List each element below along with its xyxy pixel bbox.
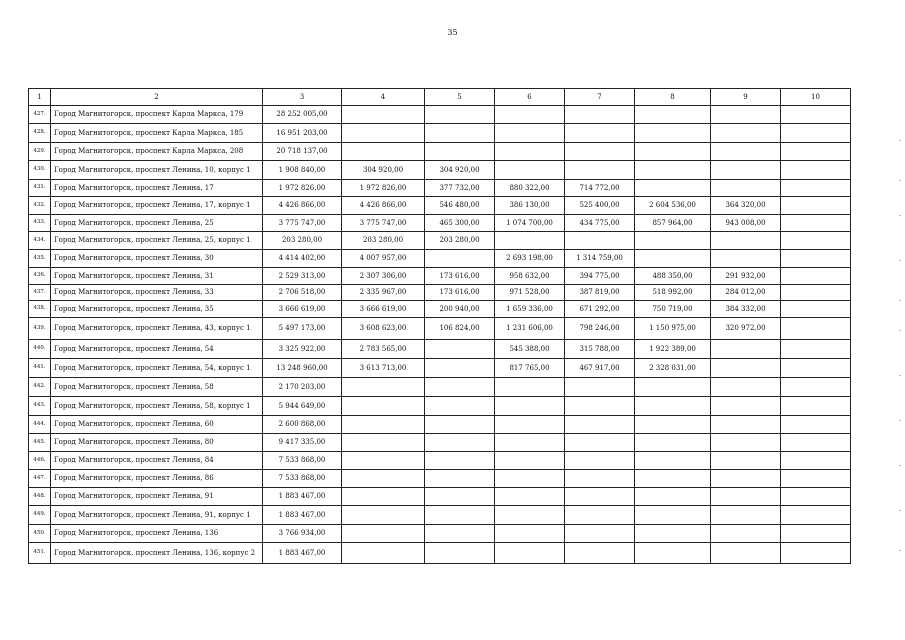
value-cell-8: [635, 143, 711, 161]
table-row: [29, 488, 851, 506]
value-cell-8: [635, 416, 711, 434]
row-number: 437.: [29, 285, 51, 301]
table-row: [29, 285, 851, 301]
table-row: [29, 232, 851, 250]
address-cell: Город Магнитогорск, проспект Ленина, 54: [51, 340, 263, 359]
value-cell-7: [565, 525, 635, 543]
value-cell-3: 3 325 922,00: [263, 340, 342, 359]
value-cell-3: 203 280,00: [263, 232, 342, 250]
value-cell-7: 434 775,00: [565, 215, 635, 232]
address-cell: Город Магнитогорск, проспект Ленина, 33: [51, 285, 263, 301]
value-cell-3: 9 417 335,00: [263, 434, 342, 452]
address-cell: Город Магнитогорск, проспект Ленина, 30: [51, 250, 263, 268]
value-cell-10: [781, 506, 851, 525]
value-cell-10: [781, 180, 851, 197]
value-cell-7: [565, 506, 635, 525]
value-cell-7: [565, 434, 635, 452]
value-cell-3: 1 883 467,00: [263, 543, 342, 564]
column-header-3: 3: [263, 89, 342, 106]
value-cell-7: 467 917,00: [565, 359, 635, 378]
value-cell-7: 714 772,00: [565, 180, 635, 197]
table-row: [29, 506, 851, 525]
value-cell-3: 16 951 203,00: [263, 124, 342, 143]
value-cell-6: [495, 232, 565, 250]
value-cell-4: [342, 124, 425, 143]
funding-table: [28, 88, 851, 564]
value-cell-4: 3 666 619,00: [342, 301, 425, 318]
address-cell: Город Магнитогорск, проспект Карла Маркса, 179: [51, 106, 263, 124]
value-cell-10: [781, 416, 851, 434]
value-cell-7: 387 819,00: [565, 285, 635, 301]
value-cell-8: [635, 250, 711, 268]
address-cell: Город Магнитогорск, проспект Ленина, 35: [51, 301, 263, 318]
value-cell-6: [495, 525, 565, 543]
column-header-1: 1: [29, 89, 51, 106]
value-cell-4: [342, 452, 425, 470]
value-cell-5: 203 280,00: [425, 232, 495, 250]
address-cell: Город Магнитогорск, проспект Ленина, 31: [51, 268, 263, 285]
value-cell-10: [781, 452, 851, 470]
value-cell-5: 173 616,00: [425, 285, 495, 301]
value-cell-4: 4 007 957,00: [342, 250, 425, 268]
column-header-10: 10: [781, 89, 851, 106]
address-cell: Город Магнитогорск, проспект Ленина, 86: [51, 470, 263, 488]
value-cell-9: [711, 180, 781, 197]
row-number: 441.: [29, 359, 51, 378]
value-cell-7: 315 788,00: [565, 340, 635, 359]
value-cell-9: [711, 106, 781, 124]
value-cell-10: [781, 124, 851, 143]
row-number: 447.: [29, 470, 51, 488]
value-cell-6: [495, 124, 565, 143]
row-number: 445.: [29, 434, 51, 452]
value-cell-5: [425, 434, 495, 452]
table-row: [29, 250, 851, 268]
value-cell-6: [495, 434, 565, 452]
table-row: [29, 197, 851, 215]
value-cell-5: [425, 124, 495, 143]
value-cell-8: [635, 180, 711, 197]
value-cell-7: 671 292,00: [565, 301, 635, 318]
value-cell-6: [495, 543, 565, 564]
value-cell-5: [425, 416, 495, 434]
value-cell-9: [711, 124, 781, 143]
value-cell-3: 1 883 467,00: [263, 488, 342, 506]
column-header-6: 6: [495, 89, 565, 106]
value-cell-7: [565, 452, 635, 470]
value-cell-10: [781, 470, 851, 488]
value-cell-4: [342, 470, 425, 488]
value-cell-6: 1 659 336,00: [495, 301, 565, 318]
value-cell-9: [711, 250, 781, 268]
value-cell-7: 798 246,00: [565, 318, 635, 340]
value-cell-9: [711, 340, 781, 359]
value-cell-8: [635, 434, 711, 452]
value-cell-4: 3 613 713,00: [342, 359, 425, 378]
value-cell-8: 1 922 389,00: [635, 340, 711, 359]
value-cell-9: [711, 488, 781, 506]
table-row: [29, 215, 851, 232]
row-number: 432.: [29, 197, 51, 215]
address-cell: Город Магнитогорск, проспект Ленина, 84: [51, 452, 263, 470]
value-cell-9: 291 932,00: [711, 268, 781, 285]
value-cell-6: [495, 106, 565, 124]
value-cell-8: 1 150 975,00: [635, 318, 711, 340]
value-cell-6: 2 693 198,00: [495, 250, 565, 268]
address-cell: Город Магнитогорск, проспект Ленина, 60: [51, 416, 263, 434]
value-cell-6: [495, 143, 565, 161]
value-cell-6: [495, 488, 565, 506]
value-cell-5: [425, 397, 495, 416]
value-cell-3: 1 972 826,00: [263, 180, 342, 197]
value-cell-8: [635, 106, 711, 124]
value-cell-9: [711, 378, 781, 397]
address-cell: Город Магнитогорск, проспект Ленина, 25: [51, 215, 263, 232]
table-row: [29, 525, 851, 543]
value-cell-6: [495, 506, 565, 525]
value-cell-10: [781, 143, 851, 161]
value-cell-6: 971 528,00: [495, 285, 565, 301]
value-cell-6: 1 074 700,00: [495, 215, 565, 232]
value-cell-10: [781, 340, 851, 359]
value-cell-3: 3 766 934,00: [263, 525, 342, 543]
address-cell: Город Магнитогорск, проспект Ленина, 17: [51, 180, 263, 197]
address-cell: Город Магнитогорск, проспект Ленина, 91: [51, 488, 263, 506]
value-cell-4: 203 280,00: [342, 232, 425, 250]
value-cell-4: 2 783 565,00: [342, 340, 425, 359]
value-cell-9: 364 320,00: [711, 197, 781, 215]
value-cell-4: [342, 397, 425, 416]
value-cell-9: [711, 543, 781, 564]
table-header-row: [29, 89, 851, 106]
value-cell-5: 200 940,00: [425, 301, 495, 318]
value-cell-6: 817 765,00: [495, 359, 565, 378]
value-cell-3: 7 533 868,00: [263, 470, 342, 488]
value-cell-7: [565, 124, 635, 143]
table-row: [29, 359, 851, 378]
value-cell-10: [781, 215, 851, 232]
value-cell-4: 2 307 306,00: [342, 268, 425, 285]
value-cell-4: 304 920,00: [342, 161, 425, 180]
value-cell-8: 2 604 536,00: [635, 197, 711, 215]
value-cell-4: 3 608 623,00: [342, 318, 425, 340]
value-cell-6: [495, 161, 565, 180]
row-number: 438.: [29, 301, 51, 318]
value-cell-10: [781, 197, 851, 215]
table-row: [29, 340, 851, 359]
table-row: [29, 124, 851, 143]
value-cell-4: [342, 106, 425, 124]
address-cell: Город Магнитогорск, проспект Ленина, 80: [51, 434, 263, 452]
value-cell-8: [635, 161, 711, 180]
value-cell-6: 545 388,00: [495, 340, 565, 359]
value-cell-3: 4 426 866,00: [263, 197, 342, 215]
value-cell-5: 465 300,00: [425, 215, 495, 232]
value-cell-4: [342, 378, 425, 397]
value-cell-9: 320 972,00: [711, 318, 781, 340]
value-cell-10: [781, 301, 851, 318]
value-cell-6: 1 231 606,00: [495, 318, 565, 340]
value-cell-7: [565, 416, 635, 434]
row-number: 435.: [29, 250, 51, 268]
value-cell-9: 943 008,00: [711, 215, 781, 232]
value-cell-7: [565, 488, 635, 506]
value-cell-7: [565, 397, 635, 416]
value-cell-9: [711, 416, 781, 434]
value-cell-6: [495, 452, 565, 470]
value-cell-9: [711, 434, 781, 452]
value-cell-4: [342, 543, 425, 564]
row-number: 440.: [29, 340, 51, 359]
value-cell-5: [425, 470, 495, 488]
value-cell-7: [565, 143, 635, 161]
value-cell-4: [342, 525, 425, 543]
column-header-9: 9: [711, 89, 781, 106]
address-cell: Город Магнитогорск, проспект Ленина, 136: [51, 525, 263, 543]
value-cell-8: [635, 506, 711, 525]
value-cell-8: [635, 397, 711, 416]
row-number: 449.: [29, 506, 51, 525]
value-cell-6: [495, 397, 565, 416]
value-cell-9: [711, 470, 781, 488]
column-header-8: 8: [635, 89, 711, 106]
value-cell-10: [781, 318, 851, 340]
value-cell-3: 3 666 619,00: [263, 301, 342, 318]
address-cell: Город Магнитогорск, проспект Карла Маркса, 185: [51, 124, 263, 143]
value-cell-7: 394 775,00: [565, 268, 635, 285]
address-cell: Город Магнитогорск, проспект Ленина, 58: [51, 378, 263, 397]
value-cell-3: 2 170 203,00: [263, 378, 342, 397]
address-cell: Город Магнитогорск, проспект Ленина, 17, корпус 1: [51, 197, 263, 215]
value-cell-10: [781, 268, 851, 285]
value-cell-9: [711, 506, 781, 525]
row-number: 436.: [29, 268, 51, 285]
value-cell-8: 488 350,00: [635, 268, 711, 285]
row-number: 433.: [29, 215, 51, 232]
value-cell-6: [495, 416, 565, 434]
value-cell-5: [425, 452, 495, 470]
value-cell-4: [342, 488, 425, 506]
value-cell-9: [711, 143, 781, 161]
value-cell-10: [781, 434, 851, 452]
value-cell-4: [342, 143, 425, 161]
value-cell-9: [711, 452, 781, 470]
row-number: 444.: [29, 416, 51, 434]
table-row: [29, 434, 851, 452]
value-cell-8: [635, 543, 711, 564]
value-cell-3: 20 718 137,00: [263, 143, 342, 161]
value-cell-5: [425, 525, 495, 543]
value-cell-10: [781, 250, 851, 268]
value-cell-8: 857 964,00: [635, 215, 711, 232]
value-cell-7: [565, 378, 635, 397]
value-cell-5: [425, 543, 495, 564]
table-row: [29, 452, 851, 470]
value-cell-6: [495, 378, 565, 397]
table-row: [29, 268, 851, 285]
row-number: 431.: [29, 180, 51, 197]
value-cell-9: [711, 232, 781, 250]
row-number: 442.: [29, 378, 51, 397]
value-cell-3: 2 529 313,00: [263, 268, 342, 285]
row-number: 450.: [29, 525, 51, 543]
value-cell-5: [425, 340, 495, 359]
value-cell-4: [342, 416, 425, 434]
value-cell-8: [635, 232, 711, 250]
value-cell-6: 958 632,00: [495, 268, 565, 285]
value-cell-6: [495, 470, 565, 488]
value-cell-9: [711, 525, 781, 543]
value-cell-3: 5 944 649,00: [263, 397, 342, 416]
address-cell: Город Магнитогорск, проспект Ленина, 10, корпус 1: [51, 161, 263, 180]
value-cell-3: 28 252 005,00: [263, 106, 342, 124]
value-cell-3: 1 908 840,00: [263, 161, 342, 180]
value-cell-6: 880 322,00: [495, 180, 565, 197]
table-row: [29, 161, 851, 180]
value-cell-9: [711, 397, 781, 416]
address-cell: Город Магнитогорск, проспект Карла Маркса, 208: [51, 143, 263, 161]
column-header-4: 4: [342, 89, 425, 106]
address-cell: Город Магнитогорск, проспект Ленина, 25, корпус 1: [51, 232, 263, 250]
value-cell-4: 3 775 747,00: [342, 215, 425, 232]
value-cell-3: 3 775 747,00: [263, 215, 342, 232]
value-cell-10: [781, 161, 851, 180]
value-cell-3: 2 706 518,00: [263, 285, 342, 301]
value-cell-5: 304 920,00: [425, 161, 495, 180]
value-cell-3: 7 533 868,00: [263, 452, 342, 470]
value-cell-9: [711, 161, 781, 180]
value-cell-5: [425, 143, 495, 161]
value-cell-10: [781, 359, 851, 378]
address-cell: Город Магнитогорск, проспект Ленина, 54, корпус 1: [51, 359, 263, 378]
value-cell-5: [425, 359, 495, 378]
value-cell-9: 384 332,00: [711, 301, 781, 318]
row-number: 446.: [29, 452, 51, 470]
row-number: 428.: [29, 124, 51, 143]
value-cell-3: 1 883 467,00: [263, 506, 342, 525]
table-row: [29, 543, 851, 564]
row-number: 448.: [29, 488, 51, 506]
value-cell-5: 546 480,00: [425, 197, 495, 215]
value-cell-5: 173 616,00: [425, 268, 495, 285]
value-cell-3: 2 600 868,00: [263, 416, 342, 434]
value-cell-10: [781, 106, 851, 124]
value-cell-8: [635, 124, 711, 143]
value-cell-8: [635, 378, 711, 397]
value-cell-7: 525 400,00: [565, 197, 635, 215]
table-row: [29, 180, 851, 197]
value-cell-10: [781, 488, 851, 506]
value-cell-10: [781, 397, 851, 416]
column-header-7: 7: [565, 89, 635, 106]
value-cell-8: [635, 525, 711, 543]
value-cell-7: [565, 470, 635, 488]
value-cell-10: [781, 525, 851, 543]
row-number: 429.: [29, 143, 51, 161]
value-cell-3: 5 497 173,00: [263, 318, 342, 340]
value-cell-5: [425, 506, 495, 525]
table-row: [29, 378, 851, 397]
table-row: [29, 318, 851, 340]
value-cell-7: [565, 106, 635, 124]
value-cell-8: [635, 452, 711, 470]
value-cell-5: [425, 488, 495, 506]
value-cell-10: [781, 543, 851, 564]
value-cell-4: 4 426 866,00: [342, 197, 425, 215]
value-cell-9: 284 012,00: [711, 285, 781, 301]
value-cell-4: [342, 506, 425, 525]
value-cell-9: [711, 359, 781, 378]
column-header-5: 5: [425, 89, 495, 106]
value-cell-5: 106 824,00: [425, 318, 495, 340]
address-cell: Город Магнитогорск, проспект Ленина, 43, корпус 1: [51, 318, 263, 340]
row-number: 451.: [29, 543, 51, 564]
value-cell-7: [565, 232, 635, 250]
value-cell-3: 13 248 960,00: [263, 359, 342, 378]
column-header-2: 2: [51, 89, 263, 106]
value-cell-4: [342, 434, 425, 452]
value-cell-10: [781, 285, 851, 301]
value-cell-3: 4 414 402,00: [263, 250, 342, 268]
row-number: 439.: [29, 318, 51, 340]
value-cell-7: [565, 543, 635, 564]
table-row: [29, 301, 851, 318]
row-number: 430.: [29, 161, 51, 180]
value-cell-8: 750 719,00: [635, 301, 711, 318]
value-cell-8: [635, 488, 711, 506]
value-cell-5: [425, 250, 495, 268]
address-cell: Город Магнитогорск, проспект Ленина, 91, корпус 1: [51, 506, 263, 525]
table-row: [29, 470, 851, 488]
address-cell: Город Магнитогорск, проспект Ленина, 58, корпус 1: [51, 397, 263, 416]
row-number: 427.: [29, 106, 51, 124]
page-number: 35: [447, 28, 458, 37]
value-cell-6: 386 130,00: [495, 197, 565, 215]
value-cell-10: [781, 232, 851, 250]
value-cell-7: [565, 161, 635, 180]
value-cell-4: 2 335 967,00: [342, 285, 425, 301]
row-number: 434.: [29, 232, 51, 250]
value-cell-8: [635, 470, 711, 488]
table-row: [29, 416, 851, 434]
value-cell-5: [425, 378, 495, 397]
table-row: [29, 143, 851, 161]
table-row: [29, 397, 851, 416]
value-cell-7: 1 314 759,00: [565, 250, 635, 268]
table-row: [29, 106, 851, 124]
scan-edge-marks: [899, 120, 902, 580]
value-cell-10: [781, 378, 851, 397]
row-number: 443.: [29, 397, 51, 416]
value-cell-8: 518 992,00: [635, 285, 711, 301]
value-cell-8: 2 328 031,00: [635, 359, 711, 378]
address-cell: Город Магнитогорск, проспект Ленина, 136, корпус 2: [51, 543, 263, 564]
value-cell-5: 377 732,00: [425, 180, 495, 197]
value-cell-5: [425, 106, 495, 124]
value-cell-4: 1 972 826,00: [342, 180, 425, 197]
